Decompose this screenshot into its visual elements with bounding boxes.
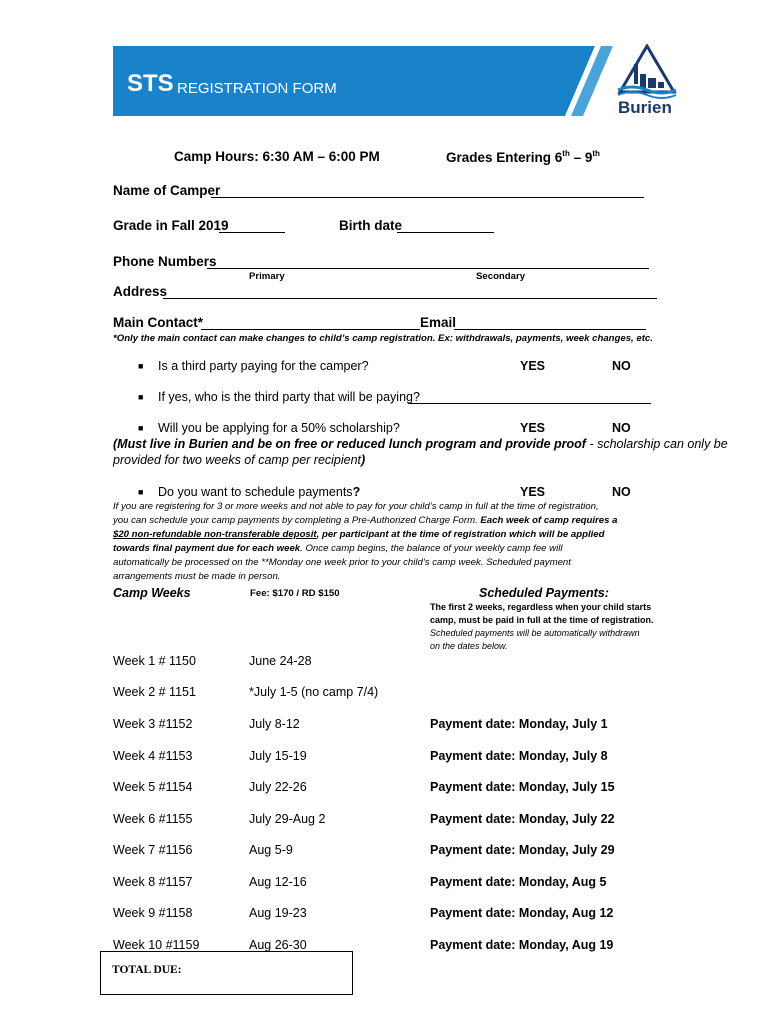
bullet-icon: ■ [138,487,144,497]
week-7-label: Week 7 #1156 [113,843,193,857]
phone-label: Phone Numbers [113,254,217,269]
week-10-label: Week 10 #1159 [113,938,200,952]
payment-note-line6: arrangements must be made in person. [113,571,281,582]
email-field[interactable] [454,329,646,330]
camper-name-label: Name of Camper [113,183,221,198]
scheduled-payments-heading: Scheduled Payments: [479,586,609,600]
main-contact-note: *Only the main contact can make changes to child’s camp registration. Ex: withdrawals, payments, week changes, etc. [113,333,653,344]
camp-weeks-heading: Camp Weeks [113,586,191,600]
week-5-label: Week 5 #1154 [113,780,193,794]
week-9-dates: Aug 19-23 [249,906,307,920]
week-3-payment: Payment date: Monday, July 1 [430,717,608,731]
scholarship-no[interactable]: NO [612,421,631,435]
camper-name-field[interactable] [211,197,644,198]
scheduled-note-1: The first 2 weeks, regardless when your child starts [430,602,652,612]
payment-note-line3: $20 non-refundable non-transferable deposit, per participant at the time of registration which will be applied [113,529,605,540]
third-party-no[interactable]: NO [612,359,631,373]
total-due-label: TOTAL DUE: [112,964,182,976]
schedule-payments-yes[interactable]: YES [520,485,546,499]
week-4-payment: Payment date: Monday, July 8 [430,749,608,763]
week-1-dates: June 24-28 [249,654,312,668]
week-4-dates: July 15-19 [249,749,307,763]
question-third-party: Is a third party paying for the camper? [158,359,369,373]
primary-label: Primary [249,271,285,282]
scheduled-note-2: camp, must be paid in full at the time of registration. [430,615,654,625]
address-field[interactable] [163,298,657,299]
week-10-payment: Payment date: Monday, Aug 19 [430,938,614,952]
bullet-icon: ■ [138,423,144,433]
week-5-dates: July 22-26 [249,780,307,794]
week-9-label: Week 9 #1158 [113,906,193,920]
payment-note-line1: If you are registering for 3 or more weeks and not able to pay for your child’s camp in full at the time of registration, [113,501,599,512]
payment-note-line2: you can schedule your camp payments by completing a Pre-Authorized Charge Form. Each week of camp requires a [113,515,618,526]
week-10-dates: Aug 26-30 [249,938,307,952]
main-contact-field[interactable] [201,329,420,330]
week-6-label: Week 6 #1155 [113,812,193,826]
week-6-dates: July 29-Aug 2 [249,812,326,826]
question-scholarship: Will you be applying for a 50% scholarship? [158,421,400,435]
week-1-label: Week 1 # 1150 [113,654,196,668]
form-brand: STS [127,70,174,97]
week-5-payment: Payment date: Monday, July 15 [430,780,615,794]
third-party-who-field[interactable] [408,403,651,404]
fee-label: Fee: $170 / RD $150 [250,588,340,599]
week-6-payment: Payment date: Monday, July 22 [430,812,615,826]
grades-entering: Grades Entering 6th – 9th [446,149,600,165]
birth-date-field[interactable] [397,232,494,233]
week-9-payment: Payment date: Monday, Aug 12 [430,906,614,920]
week-4-label: Week 4 #1153 [113,749,193,763]
payment-note-line4: towards final payment due for each week. Once camp begins, the balance of your weekly camp fee will [113,543,563,554]
phone-field[interactable] [207,268,649,269]
week-2-label: Week 2 # 1151 [113,685,196,699]
bullet-icon: ■ [138,392,144,402]
secondary-label: Secondary [476,271,526,282]
week-3-label: Week 3 #1152 [113,717,193,731]
week-8-payment: Payment date: Monday, Aug 5 [430,875,607,889]
week-8-dates: Aug 12-16 [249,875,307,889]
week-7-payment: Payment date: Monday, July 29 [430,843,615,857]
question-third-party-who: If yes, who is the third party that will be paying? [158,390,420,404]
scheduled-note-3: Scheduled payments will be automatically withdrawn [430,628,640,638]
camp-hours: Camp Hours: 6:30 AM – 6:00 PM [174,149,380,164]
form-title: REGISTRATION FORM [177,80,337,97]
question-schedule-payments: Do you want to schedule payments? [158,485,361,499]
logo-text: Burien [618,98,672,117]
schedule-payments-no[interactable]: NO [612,485,631,499]
grade-field[interactable] [219,232,285,233]
birth-date-label: Birth date [339,218,403,233]
scholarship-yes[interactable]: YES [520,421,546,435]
bullet-icon: ■ [138,361,144,371]
email-label: Email [420,315,457,330]
grade-label: Grade in Fall 2019 [113,218,229,233]
scholarship-note-2: provided for two weeks of camp per recipient) [113,453,366,467]
week-8-label: Week 8 #1157 [113,875,193,889]
week-3-dates: July 8-12 [249,717,300,731]
scholarship-note: (Must live in Burien and be on free or reduced lunch program and provide proof - scholarship can only be [113,437,728,451]
main-contact-label: Main Contact* [113,315,204,330]
address-label: Address [113,284,168,299]
scheduled-note-4: on the dates below. [430,641,508,651]
third-party-yes[interactable]: YES [520,359,546,373]
week-2-dates: *July 1-5 (no camp 7/4) [249,685,379,699]
week-7-dates: Aug 5-9 [249,843,293,857]
payment-note-line5: automatically be processed on the **Monday one week prior to your child’s camp week. Scheduled payment [113,557,571,568]
